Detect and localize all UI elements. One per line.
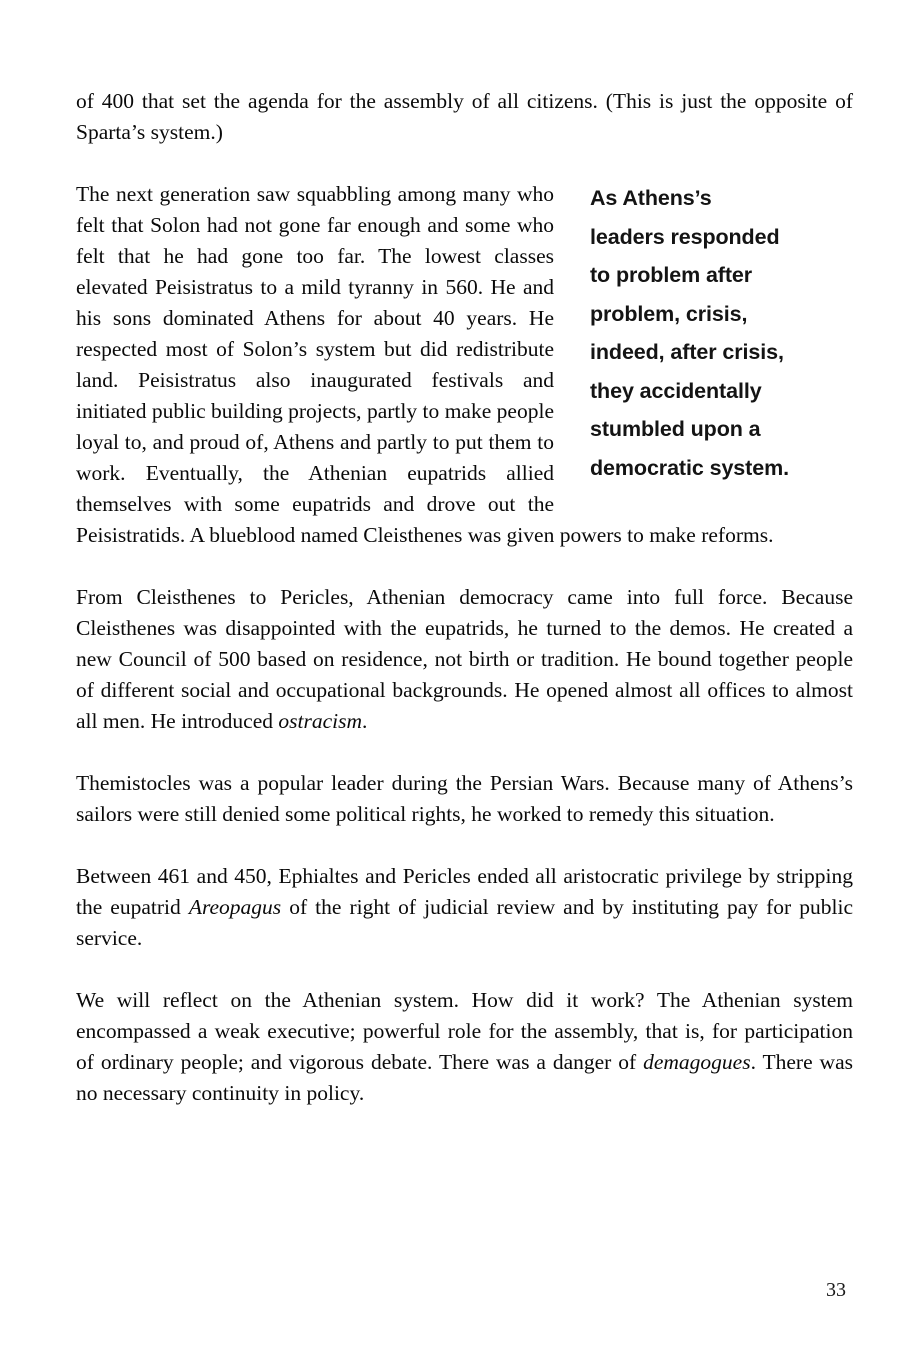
paragraph-1: of 400 that set the agenda for the assembly of all citizens. (This is just the opposite of Sparta’s system.) bbox=[76, 89, 853, 144]
pull-quote-line: As Athens’s bbox=[590, 186, 712, 210]
paragraph-5 bbox=[76, 861, 853, 954]
float-offset-spacer bbox=[852, 179, 853, 294]
paragraph-5-text-a: Between 461 and 450, Ephialtes and Pericles ended all aristocratic privilege by stripping the eupatrid bbox=[76, 864, 853, 919]
italic-term-areopagus: Areopagus bbox=[188, 895, 282, 919]
pull-quote-box bbox=[590, 179, 852, 487]
paragraph-5-text-b: of the right of judicial review and by instituting pay for public service. bbox=[76, 895, 853, 950]
pull-quote-line: leaders responded bbox=[590, 224, 780, 249]
paragraph-4-text: Themistocles was a popular leader during the Persian Wars. Because many of Athens’s sailors were still denied some political rights, he worked to remedy this situation. bbox=[76, 771, 853, 826]
paragraph-6-text-b: . There was no necessary continuity in policy. bbox=[76, 1050, 853, 1105]
pull-quote-line: democratic system. bbox=[590, 455, 789, 480]
paragraph-2-text: The next generation saw squabbling among many who felt that Solon had not gone far enough and some who felt that he had gone too far. The lowest classes elevated Peisistratus to a mild tyranny in 560. He and his sons dominated Athens for about 40 years. He respected most of Solon’s system but did redistribute land. Peisistratus also inaugurated festivals and initiated public building projects, partly to make people loyal to, and proud of, Athens and partly to put them to work. Eventually, the Athenian eupatrids allied themselves with some eupatrids and drove out the Peisistratids. A blueblood named Cleisthenes was given powers to make reforms. bbox=[76, 182, 774, 547]
paragraph-6-text-a: We will reflect on the Athenian system. How did it work? The Athenian system encompassed a weak executive; powerful role for the assembly, that is, for participation of ordinary people; and vigorous debate. There was a danger of bbox=[76, 988, 853, 1074]
pull-quote-line: they accidentally bbox=[590, 378, 762, 403]
paragraph-3-text-b: . bbox=[362, 709, 368, 733]
page-number: 33 bbox=[826, 1279, 846, 1301]
pull-quote-line: problem, crisis, bbox=[590, 301, 748, 326]
italic-term-demagogues: demagogues bbox=[643, 1050, 751, 1074]
pull-quote-text bbox=[590, 179, 852, 487]
paragraph-6 bbox=[76, 985, 853, 1109]
pull-quote-line: indeed, after crisis, bbox=[590, 340, 784, 364]
paragraph-3 bbox=[76, 582, 853, 737]
pull-quote-line: stumbled upon a bbox=[590, 417, 761, 441]
paragraph-2 bbox=[76, 179, 853, 551]
paragraph-4 bbox=[76, 768, 853, 830]
italic-term-ostracism: ostracism bbox=[278, 709, 363, 733]
paragraph-3-text-a: From Cleisthenes to Pericles, Athenian democracy came into full force. Because Cleisthenes was disappointed with the eupatrids, he turned to the demos. He created a new Council of 500 based on residence, not birth or tradition. He bound together people of different social and occupational backgrounds. He opened almost all offices to almost all men. He introduced bbox=[76, 585, 853, 733]
pull-quote-line: to problem after bbox=[590, 263, 753, 287]
page-content bbox=[76, 86, 853, 1109]
